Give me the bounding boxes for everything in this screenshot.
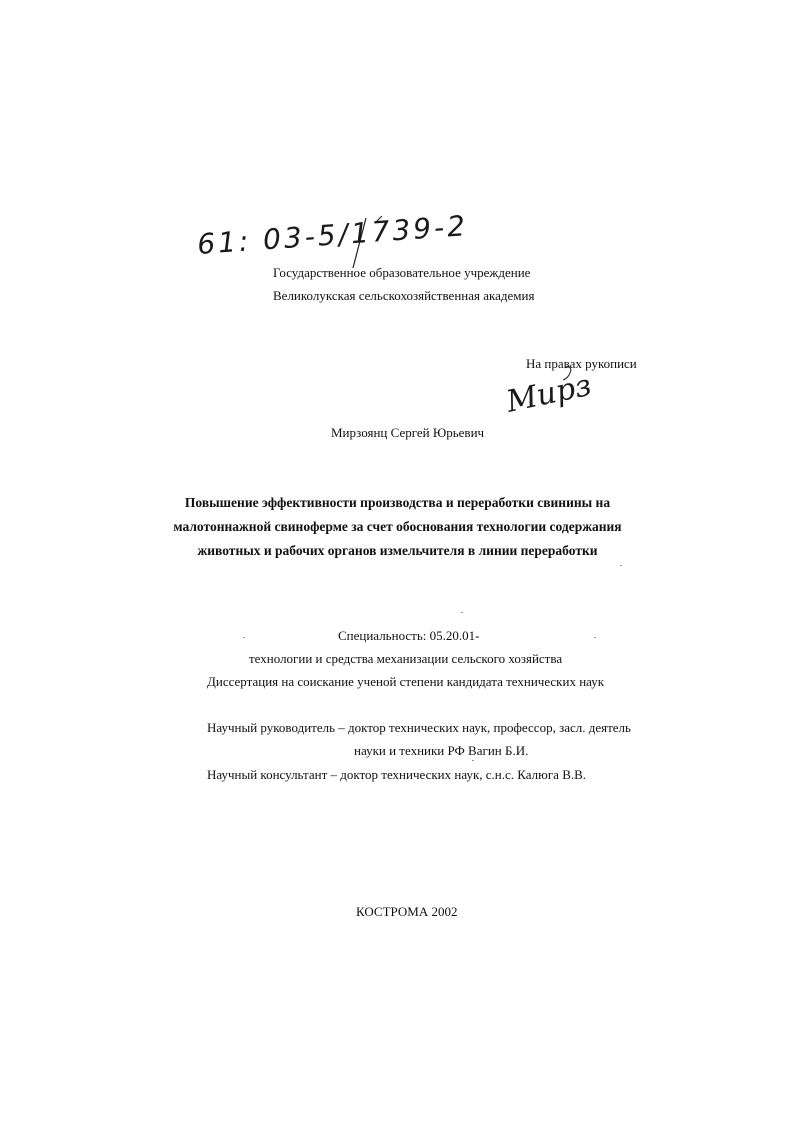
specialty-name: технологии и средства механизации сельского хозяйства xyxy=(249,651,563,666)
catalog-number-text: 61: 03-5/1739-2 xyxy=(196,209,469,261)
author-signature xyxy=(505,362,595,424)
scan-speck xyxy=(243,637,245,638)
author-name: Мирзоянц Сергей Юрьевич xyxy=(331,425,485,440)
scan-speck xyxy=(620,565,622,566)
scan-speck xyxy=(594,637,596,638)
scan-speck xyxy=(461,612,463,613)
specialty-label: Специальность: 05.20.01- xyxy=(338,628,480,643)
title-line-3: животных и рабочих органов измельчителя в линии переработки xyxy=(197,543,598,558)
dissertation-title xyxy=(160,491,635,563)
rights-note: На правах рукописи xyxy=(526,356,637,371)
supervisor-line-1: Научный руководитель – доктор технических наук, профессор, засл. деятель xyxy=(207,720,631,735)
consultant-line: Научный консультант – доктор технических наук, с.н.с. Калюга В.В. xyxy=(207,767,587,782)
signature-text: Мирз xyxy=(503,367,595,420)
scan-speck xyxy=(472,760,474,761)
title-line-2: малотоннажной свиноферме за счет обоснования технологии содержания xyxy=(173,519,622,534)
place-and-year: КОСТРОМА 2002 xyxy=(356,904,458,919)
title-line-1: Повышение эффективности производства и переработки свинины на xyxy=(184,495,611,510)
institution-line-1: Государственное образовательное учреждение xyxy=(273,265,531,280)
supervisor-line-2: науки и техники РФ Вагин Б.И. xyxy=(354,743,529,758)
degree-statement: Диссертация на соискание ученой степени кандидата технических наук xyxy=(207,674,605,689)
handwritten-catalog-number xyxy=(190,210,490,270)
institution-line-2: Великолукская сельскохозяйственная академия xyxy=(273,288,535,303)
